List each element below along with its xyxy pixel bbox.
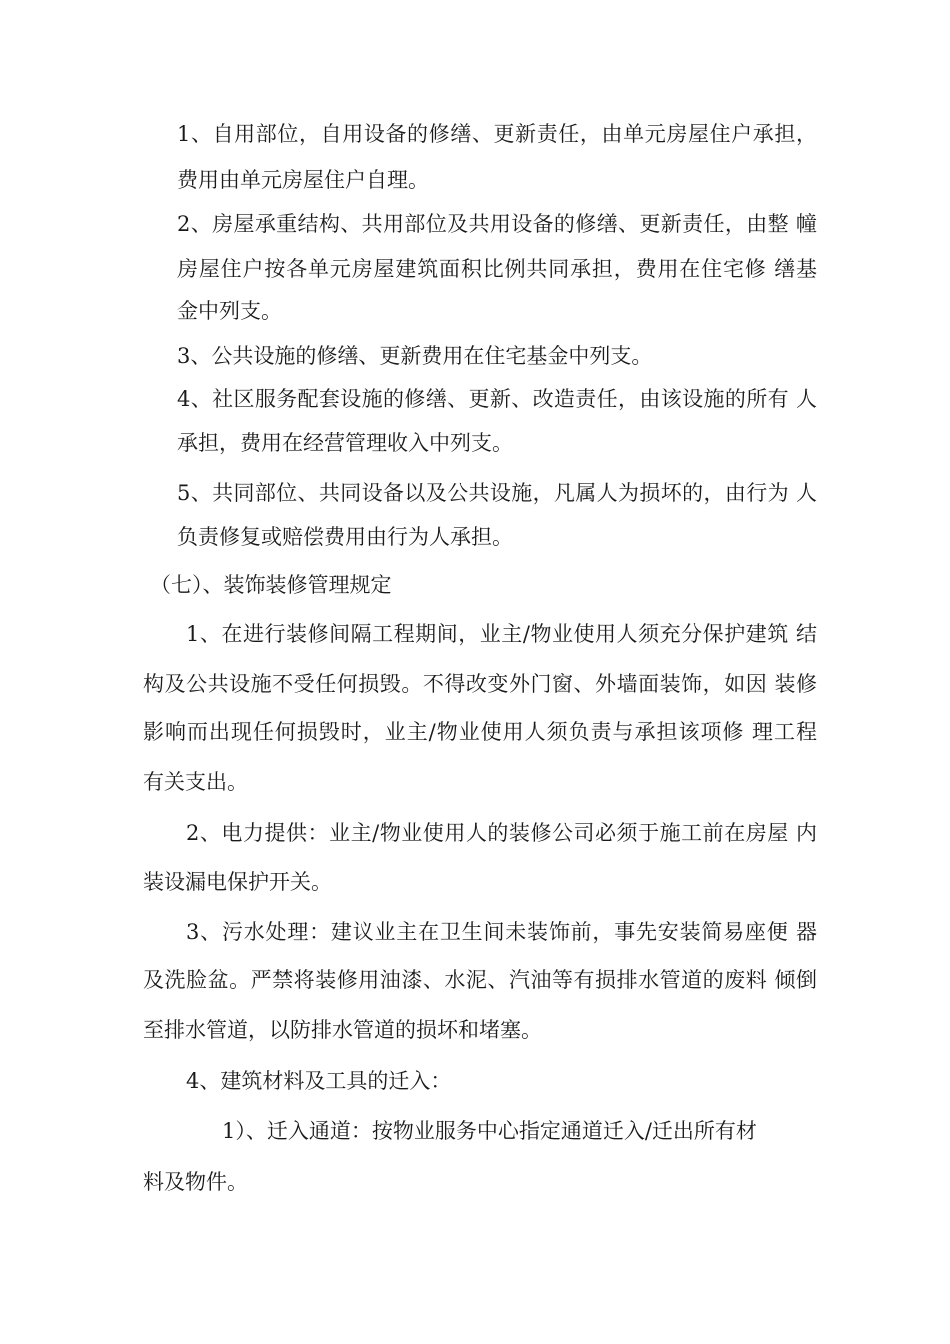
section-heading: （七）、装饰装修管理规定 [150,573,392,597]
paragraph-line: 4、建筑材料及工具的迁入： [186,1069,452,1093]
paragraph-line: 2、电力提供：业主/物业使用人的装修公司必须于施工前在房屋 内 [186,821,817,845]
paragraph-line: 负责修复或赔偿费用由行为人承担。 [177,525,513,549]
paragraph-line: 3、污水处理：建议业主在卫生间未装饰前，事先安装简易座便 器 [186,920,817,944]
paragraph-line: 1）、迁入通道：按物业服务中心指定通道迁入/迁出所有材 [222,1119,757,1143]
paragraph-line: 2、房屋承重结构、共用部位及共用设备的修缮、更新责任，由整 幢 [177,212,817,236]
paragraph-line: 影响而出现任何损毁时，业主/物业使用人须负责与承担该项修 理工程 [143,720,817,744]
paragraph-line: 构及公共设施不受任何损毁。不得改变外门窗、外墙面装饰，如因 装修 [143,672,817,696]
paragraph-line: 及洗脸盆。严禁将装修用油漆、水泥、汽油等有损排水管道的废料 倾倒 [143,968,817,992]
paragraph-line: 装设漏电保护开关。 [143,870,332,894]
paragraph-line: 至排水管道，以防排水管道的损坏和堵塞。 [143,1018,542,1042]
paragraph-line: 1、自用部位，自用设备的修缮、更新责任，由单元房屋住户承担， [177,122,817,146]
paragraph-line: 承担，费用在经营管理收入中列支。 [177,431,513,455]
paragraph-line: 房屋住户按各单元房屋建筑面积比例共同承担，费用在住宅修 缮基 [177,257,817,281]
paragraph-line: 5、共同部位、共同设备以及公共设施，凡属人为损坏的，由行为 人 [177,481,817,505]
paragraph-line: 费用由单元房屋住户自理。 [177,168,429,192]
paragraph-line: 金中列支。 [177,299,282,323]
paragraph-line: 有关支出。 [143,770,248,794]
paragraph-line: 料及物件。 [143,1170,248,1194]
paragraph-line: 4、社区服务配套设施的修缮、更新、改造责任，由该设施的所有 人 [177,387,817,411]
paragraph-line: 1、在进行装修间隔工程期间，业主/物业使用人须充分保护建筑 结 [186,622,817,646]
paragraph-line: 3、公共设施的修缮、更新费用在住宅基金中列支。 [177,344,653,368]
